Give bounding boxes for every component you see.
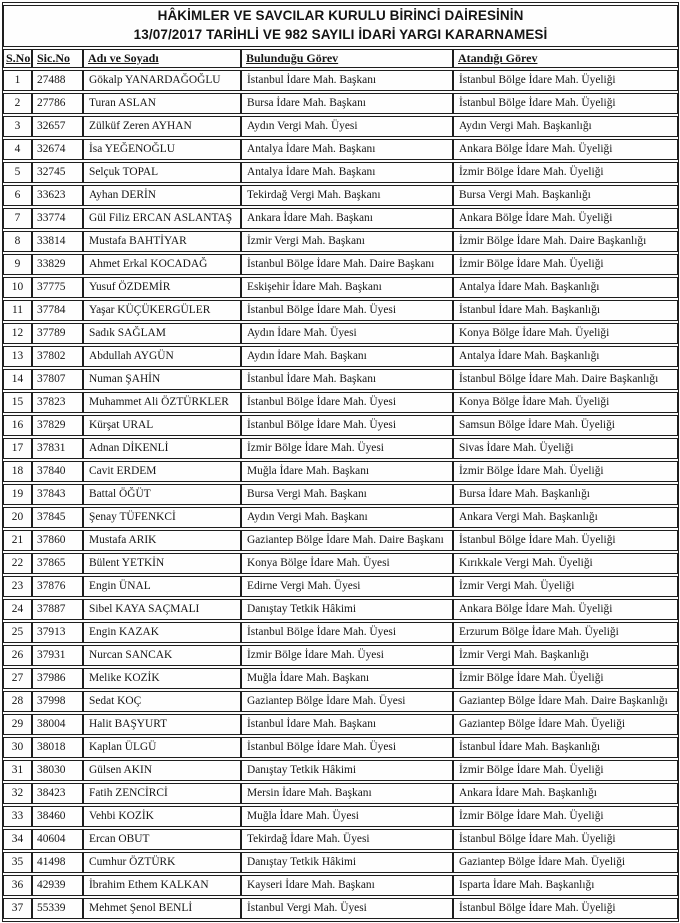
- table-row: [3, 898, 678, 919]
- cell-name: Turan ASLAN: [83, 93, 241, 114]
- table-row: [3, 415, 678, 436]
- cell-assigned: İstanbul Bölge İdare Mah. Üyeliği: [453, 70, 678, 91]
- cell-sno: 20: [3, 507, 32, 528]
- cell-sno: 11: [3, 300, 32, 321]
- cell-sicno: 37865: [32, 553, 83, 574]
- cell-sno: 18: [3, 461, 32, 482]
- cell-current: Muğla İdare Mah. Üyesi: [241, 806, 453, 827]
- table-row: [3, 369, 678, 390]
- cell-sicno: 37887: [32, 599, 83, 620]
- cell-sicno: 38018: [32, 737, 83, 758]
- cell-name: Yaşar KÜÇÜKERGÜLER: [83, 300, 241, 321]
- table-row: [3, 576, 678, 597]
- cell-sno: 29: [3, 714, 32, 735]
- cell-name: Zülküf Zeren AYHAN: [83, 116, 241, 137]
- cell-name: İsa YEĞENOĞLU: [83, 139, 241, 160]
- cell-assigned: İzmir Bölge İdare Mah. Daire Başkanlığı: [453, 231, 678, 252]
- table-row: [3, 599, 678, 620]
- cell-assigned: Ankara İdare Mah. Başkanlığı: [453, 783, 678, 804]
- cell-sicno: 37831: [32, 438, 83, 459]
- column-header-name: Adı ve Soyadı: [83, 49, 241, 68]
- cell-current: Danıştay Tetkik Hâkimi: [241, 599, 453, 620]
- table-row: [3, 645, 678, 666]
- cell-sno: 8: [3, 231, 32, 252]
- cell-sno: 13: [3, 346, 32, 367]
- cell-sno: 27: [3, 668, 32, 689]
- cell-name: Ercan OBUT: [83, 829, 241, 850]
- cell-assigned: Antalya İdare Mah. Başkanlığı: [453, 277, 678, 298]
- table-row: [3, 530, 678, 551]
- cell-name: Gökalp YANARDAĞOĞLU: [83, 70, 241, 91]
- cell-current: Gaziantep Bölge İdare Mah. Üyesi: [241, 691, 453, 712]
- table-row: [3, 852, 678, 873]
- cell-current: İstanbul İdare Mah. Başkanı: [241, 714, 453, 735]
- cell-sicno: 38004: [32, 714, 83, 735]
- cell-sicno: 37823: [32, 392, 83, 413]
- cell-sno: 37: [3, 898, 32, 919]
- cell-name: Fatih ZENCİRCİ: [83, 783, 241, 804]
- cell-sicno: 38423: [32, 783, 83, 804]
- cell-sno: 33: [3, 806, 32, 827]
- cell-sicno: 37860: [32, 530, 83, 551]
- cell-sicno: 37876: [32, 576, 83, 597]
- cell-sicno: 37807: [32, 369, 83, 390]
- cell-current: Bursa Vergi Mah. Başkanı: [241, 484, 453, 505]
- cell-current: İstanbul Bölge İdare Mah. Üyesi: [241, 622, 453, 643]
- cell-name: Yusuf ÖZDEMİR: [83, 277, 241, 298]
- cell-sno: 35: [3, 852, 32, 873]
- cell-current: İstanbul Bölge İdare Mah. Üyesi: [241, 392, 453, 413]
- table-row: [3, 507, 678, 528]
- cell-name: Sedat KOÇ: [83, 691, 241, 712]
- cell-current: İzmir Bölge İdare Mah. Üyesi: [241, 438, 453, 459]
- column-header-current: Bulunduğu Görev: [241, 49, 453, 68]
- cell-sno: 24: [3, 599, 32, 620]
- cell-name: İbrahim Ethem KALKAN: [83, 875, 241, 896]
- cell-name: Cumhur ÖZTÜRK: [83, 852, 241, 873]
- cell-name: Cavit ERDEM: [83, 461, 241, 482]
- cell-current: Eskişehir İdare Mah. Başkanı: [241, 277, 453, 298]
- cell-current: Tekirdağ Vergi Mah. Başkanı: [241, 185, 453, 206]
- cell-sno: 26: [3, 645, 32, 666]
- column-header-row: [3, 49, 678, 68]
- cell-name: Halit BAŞYURT: [83, 714, 241, 735]
- table-row: [3, 714, 678, 735]
- cell-current: Aydın İdare Mah. Başkanı: [241, 346, 453, 367]
- cell-assigned: İstanbul Bölge İdare Mah. Üyeliği: [453, 93, 678, 114]
- table-row: [3, 70, 678, 91]
- cell-current: İstanbul Bölge İdare Mah. Üyesi: [241, 300, 453, 321]
- cell-name: Kaplan ÜLGÜ: [83, 737, 241, 758]
- cell-current: İzmir Bölge İdare Mah. Üyesi: [241, 645, 453, 666]
- table-row: [3, 231, 678, 252]
- cell-name: Battal ÖĞÜT: [83, 484, 241, 505]
- cell-sno: 30: [3, 737, 32, 758]
- cell-sicno: 55339: [32, 898, 83, 919]
- cell-sicno: 38030: [32, 760, 83, 781]
- table-row: [3, 875, 678, 896]
- table-row: [3, 829, 678, 850]
- cell-assigned: İstanbul İdare Mah. Başkanlığı: [453, 737, 678, 758]
- table-row: [3, 208, 678, 229]
- cell-assigned: Konya Bölge İdare Mah. Üyeliği: [453, 323, 678, 344]
- cell-sicno: 37986: [32, 668, 83, 689]
- table-row: [3, 760, 678, 781]
- table-row: [3, 185, 678, 206]
- table-row: [3, 93, 678, 114]
- cell-current: İstanbul İdare Mah. Başkanı: [241, 369, 453, 390]
- cell-current: Antalya İdare Mah. Başkanı: [241, 139, 453, 160]
- cell-name: Selçuk TOPAL: [83, 162, 241, 183]
- cell-current: Edirne Vergi Mah. Üyesi: [241, 576, 453, 597]
- cell-current: Konya Bölge İdare Mah. Üyesi: [241, 553, 453, 574]
- cell-assigned: İstanbul Bölge İdare Mah. Üyeliği: [453, 530, 678, 551]
- cell-sicno: 33623: [32, 185, 83, 206]
- cell-sicno: 41498: [32, 852, 83, 873]
- cell-current: İzmir Vergi Mah. Başkanı: [241, 231, 453, 252]
- cell-sno: 2: [3, 93, 32, 114]
- cell-sno: 14: [3, 369, 32, 390]
- title-row: [3, 5, 678, 47]
- cell-current: Kayseri İdare Mah. Başkanı: [241, 875, 453, 896]
- cell-sno: 19: [3, 484, 32, 505]
- cell-sno: 9: [3, 254, 32, 275]
- table-row: [3, 254, 678, 275]
- cell-current: Antalya İdare Mah. Başkanı: [241, 162, 453, 183]
- table-row: [3, 806, 678, 827]
- table-row: [3, 139, 678, 160]
- cell-sno: 7: [3, 208, 32, 229]
- cell-name: Gül Filiz ERCAN ASLANTAŞ: [83, 208, 241, 229]
- cell-assigned: İstanbul Bölge İdare Mah. Daire Başkanlığı: [453, 369, 678, 390]
- cell-name: Vehbi KOZİK: [83, 806, 241, 827]
- cell-current: İstanbul Vergi Mah. Üyesi: [241, 898, 453, 919]
- table-row: [3, 346, 678, 367]
- cell-name: Mehmet Şenol BENLİ: [83, 898, 241, 919]
- cell-sno: 6: [3, 185, 32, 206]
- cell-current: İstanbul Bölge İdare Mah. Daire Başkanı: [241, 254, 453, 275]
- table-row: [3, 484, 678, 505]
- cell-assigned: Ankara Bölge İdare Mah. Üyeliği: [453, 208, 678, 229]
- cell-assigned: Aydın Vergi Mah. Başkanlığı: [453, 116, 678, 137]
- cell-name: Kürşat URAL: [83, 415, 241, 436]
- cell-name: Muhammet Ali ÖZTÜRKLER: [83, 392, 241, 413]
- document-title-line2: 13/07/2017 TARİHLİ VE 982 SAYILI İDARİ YARGI KARARNAMESİ: [133, 26, 548, 42]
- cell-assigned: Bursa Vergi Mah. Başkanlığı: [453, 185, 678, 206]
- cell-assigned: İzmir Bölge İdare Mah. Üyeliği: [453, 668, 678, 689]
- cell-name: Sibel KAYA SAÇMALI: [83, 599, 241, 620]
- cell-sicno: 27786: [32, 93, 83, 114]
- cell-assigned: Sivas İdare Mah. Üyeliği: [453, 438, 678, 459]
- cell-sno: 1: [3, 70, 32, 91]
- table-row: [3, 461, 678, 482]
- cell-name: Mustafa ARIK: [83, 530, 241, 551]
- cell-name: Abdullah AYGÜN: [83, 346, 241, 367]
- cell-sno: 15: [3, 392, 32, 413]
- cell-name: Bülent YETKİN: [83, 553, 241, 574]
- cell-assigned: Konya Bölge İdare Mah. Üyeliği: [453, 392, 678, 413]
- cell-sicno: 37789: [32, 323, 83, 344]
- cell-sno: 4: [3, 139, 32, 160]
- cell-current: Aydın İdare Mah. Üyesi: [241, 323, 453, 344]
- table-row: [3, 162, 678, 183]
- cell-name: Mustafa BAHTİYAR: [83, 231, 241, 252]
- cell-name: Gülsen AKIN: [83, 760, 241, 781]
- cell-current: Danıştay Tetkik Hâkimi: [241, 760, 453, 781]
- table-row: [3, 116, 678, 137]
- cell-current: Muğla İdare Mah. Başkanı: [241, 668, 453, 689]
- cell-sicno: 37845: [32, 507, 83, 528]
- cell-sno: 3: [3, 116, 32, 137]
- cell-sicno: 32674: [32, 139, 83, 160]
- cell-current: Mersin İdare Mah. Başkanı: [241, 783, 453, 804]
- cell-name: Engin ÜNAL: [83, 576, 241, 597]
- table-row: [3, 277, 678, 298]
- cell-sicno: 33774: [32, 208, 83, 229]
- cell-assigned: Antalya İdare Mah. Başkanlığı: [453, 346, 678, 367]
- cell-sno: 22: [3, 553, 32, 574]
- cell-sno: 34: [3, 829, 32, 850]
- cell-current: Tekirdağ İdare Mah. Üyesi: [241, 829, 453, 850]
- cell-name: Ahmet Erkal KOCADAĞ: [83, 254, 241, 275]
- table-row: [3, 438, 678, 459]
- cell-current: Danıştay Tetkik Hâkimi: [241, 852, 453, 873]
- cell-assigned: İzmir Bölge İdare Mah. Üyeliği: [453, 254, 678, 275]
- cell-sno: 31: [3, 760, 32, 781]
- cell-sicno: 37843: [32, 484, 83, 505]
- cell-name: Adnan DİKENLİ: [83, 438, 241, 459]
- column-header-sicno: Sic.No: [32, 49, 83, 68]
- cell-assigned: Kırıkkale Vergi Mah. Üyeliği: [453, 553, 678, 574]
- cell-sno: 25: [3, 622, 32, 643]
- cell-assigned: Samsun Bölge İdare Mah. Üyeliği: [453, 415, 678, 436]
- cell-sno: 16: [3, 415, 32, 436]
- cell-assigned: İzmir Bölge İdare Mah. Üyeliği: [453, 461, 678, 482]
- cell-current: Muğla İdare Mah. Başkanı: [241, 461, 453, 482]
- cell-assigned: İzmir Vergi Mah. Başkanlığı: [453, 645, 678, 666]
- cell-current: İstanbul İdare Mah. Başkanı: [241, 70, 453, 91]
- cell-assigned: Gaziantep Bölge İdare Mah. Üyeliği: [453, 714, 678, 735]
- table-row: [3, 783, 678, 804]
- cell-sicno: 37802: [32, 346, 83, 367]
- cell-current: Aydın Vergi Mah. Üyesi: [241, 116, 453, 137]
- table-row: [3, 300, 678, 321]
- cell-assigned: Bursa İdare Mah. Başkanlığı: [453, 484, 678, 505]
- table-row: [3, 392, 678, 413]
- document-title-line1: HÂKİMLER VE SAVCILAR KURULU BİRİNCİ DAİRESİNİN: [157, 8, 524, 23]
- cell-assigned: Ankara Bölge İdare Mah. Üyeliği: [453, 139, 678, 160]
- cell-sno: 17: [3, 438, 32, 459]
- cell-sno: 21: [3, 530, 32, 551]
- column-header-assigned: Atandığı Görev: [453, 49, 678, 68]
- cell-sicno: 37784: [32, 300, 83, 321]
- cell-sno: 28: [3, 691, 32, 712]
- cell-assigned: İstanbul Bölge İdare Mah. Üyeliği: [453, 898, 678, 919]
- cell-sicno: 33814: [32, 231, 83, 252]
- cell-assigned: Ankara Bölge İdare Mah. Üyeliği: [453, 599, 678, 620]
- cell-sicno: 27488: [32, 70, 83, 91]
- cell-sicno: 37829: [32, 415, 83, 436]
- cell-sicno: 37931: [32, 645, 83, 666]
- cell-name: Melike KOZİK: [83, 668, 241, 689]
- cell-sicno: 37840: [32, 461, 83, 482]
- cell-assigned: İstanbul İdare Mah. Başkanlığı: [453, 300, 678, 321]
- cell-sicno: 37913: [32, 622, 83, 643]
- table-row: [3, 553, 678, 574]
- table-row: [3, 668, 678, 689]
- cell-name: Şenay TÜFENKCİ: [83, 507, 241, 528]
- cell-sicno: 32657: [32, 116, 83, 137]
- table-row: [3, 737, 678, 758]
- decree-table-body: [3, 70, 678, 919]
- cell-sno: 36: [3, 875, 32, 896]
- table-row: [3, 323, 678, 344]
- cell-current: Bursa İdare Mah. Başkanı: [241, 93, 453, 114]
- document-title: [3, 5, 678, 47]
- cell-assigned: Erzurum Bölge İdare Mah. Üyeliği: [453, 622, 678, 643]
- cell-sicno: 42939: [32, 875, 83, 896]
- decree-table: [2, 2, 679, 922]
- cell-assigned: İzmir Bölge İdare Mah. Üyeliği: [453, 162, 678, 183]
- cell-assigned: Isparta İdare Mah. Başkanlığı: [453, 875, 678, 896]
- cell-name: Numan ŞAHİN: [83, 369, 241, 390]
- cell-current: Aydın Vergi Mah. Başkanı: [241, 507, 453, 528]
- cell-current: Gaziantep Bölge İdare Mah. Daire Başkanı: [241, 530, 453, 551]
- cell-assigned: İzmir Bölge İdare Mah. Üyeliği: [453, 760, 678, 781]
- table-row: [3, 622, 678, 643]
- cell-assigned: Ankara Vergi Mah. Başkanlığı: [453, 507, 678, 528]
- cell-assigned: İzmir Vergi Mah. Üyeliği: [453, 576, 678, 597]
- cell-assigned: İzmir Bölge İdare Mah. Üyeliği: [453, 806, 678, 827]
- cell-assigned: İstanbul Bölge İdare Mah. Üyeliği: [453, 829, 678, 850]
- cell-name: Engin KAZAK: [83, 622, 241, 643]
- column-header-sno: S.No: [3, 49, 32, 68]
- cell-name: Nurcan SANCAK: [83, 645, 241, 666]
- cell-sno: 10: [3, 277, 32, 298]
- cell-sicno: 40604: [32, 829, 83, 850]
- cell-current: İstanbul Bölge İdare Mah. Üyesi: [241, 415, 453, 436]
- table-row: [3, 691, 678, 712]
- cell-name: Sadık SAĞLAM: [83, 323, 241, 344]
- cell-sicno: 33829: [32, 254, 83, 275]
- cell-current: İstanbul Bölge İdare Mah. Üyesi: [241, 737, 453, 758]
- cell-sno: 23: [3, 576, 32, 597]
- cell-sno: 12: [3, 323, 32, 344]
- cell-name: Ayhan DERİN: [83, 185, 241, 206]
- cell-assigned: Gaziantep Bölge İdare Mah. Daire Başkanlığı: [453, 691, 678, 712]
- cell-sicno: 32745: [32, 162, 83, 183]
- cell-current: Ankara İdare Mah. Başkanı: [241, 208, 453, 229]
- cell-sno: 32: [3, 783, 32, 804]
- cell-sno: 5: [3, 162, 32, 183]
- cell-sicno: 37775: [32, 277, 83, 298]
- cell-assigned: Gaziantep Bölge İdare Mah. Üyeliği: [453, 852, 678, 873]
- cell-sicno: 38460: [32, 806, 83, 827]
- cell-sicno: 37998: [32, 691, 83, 712]
